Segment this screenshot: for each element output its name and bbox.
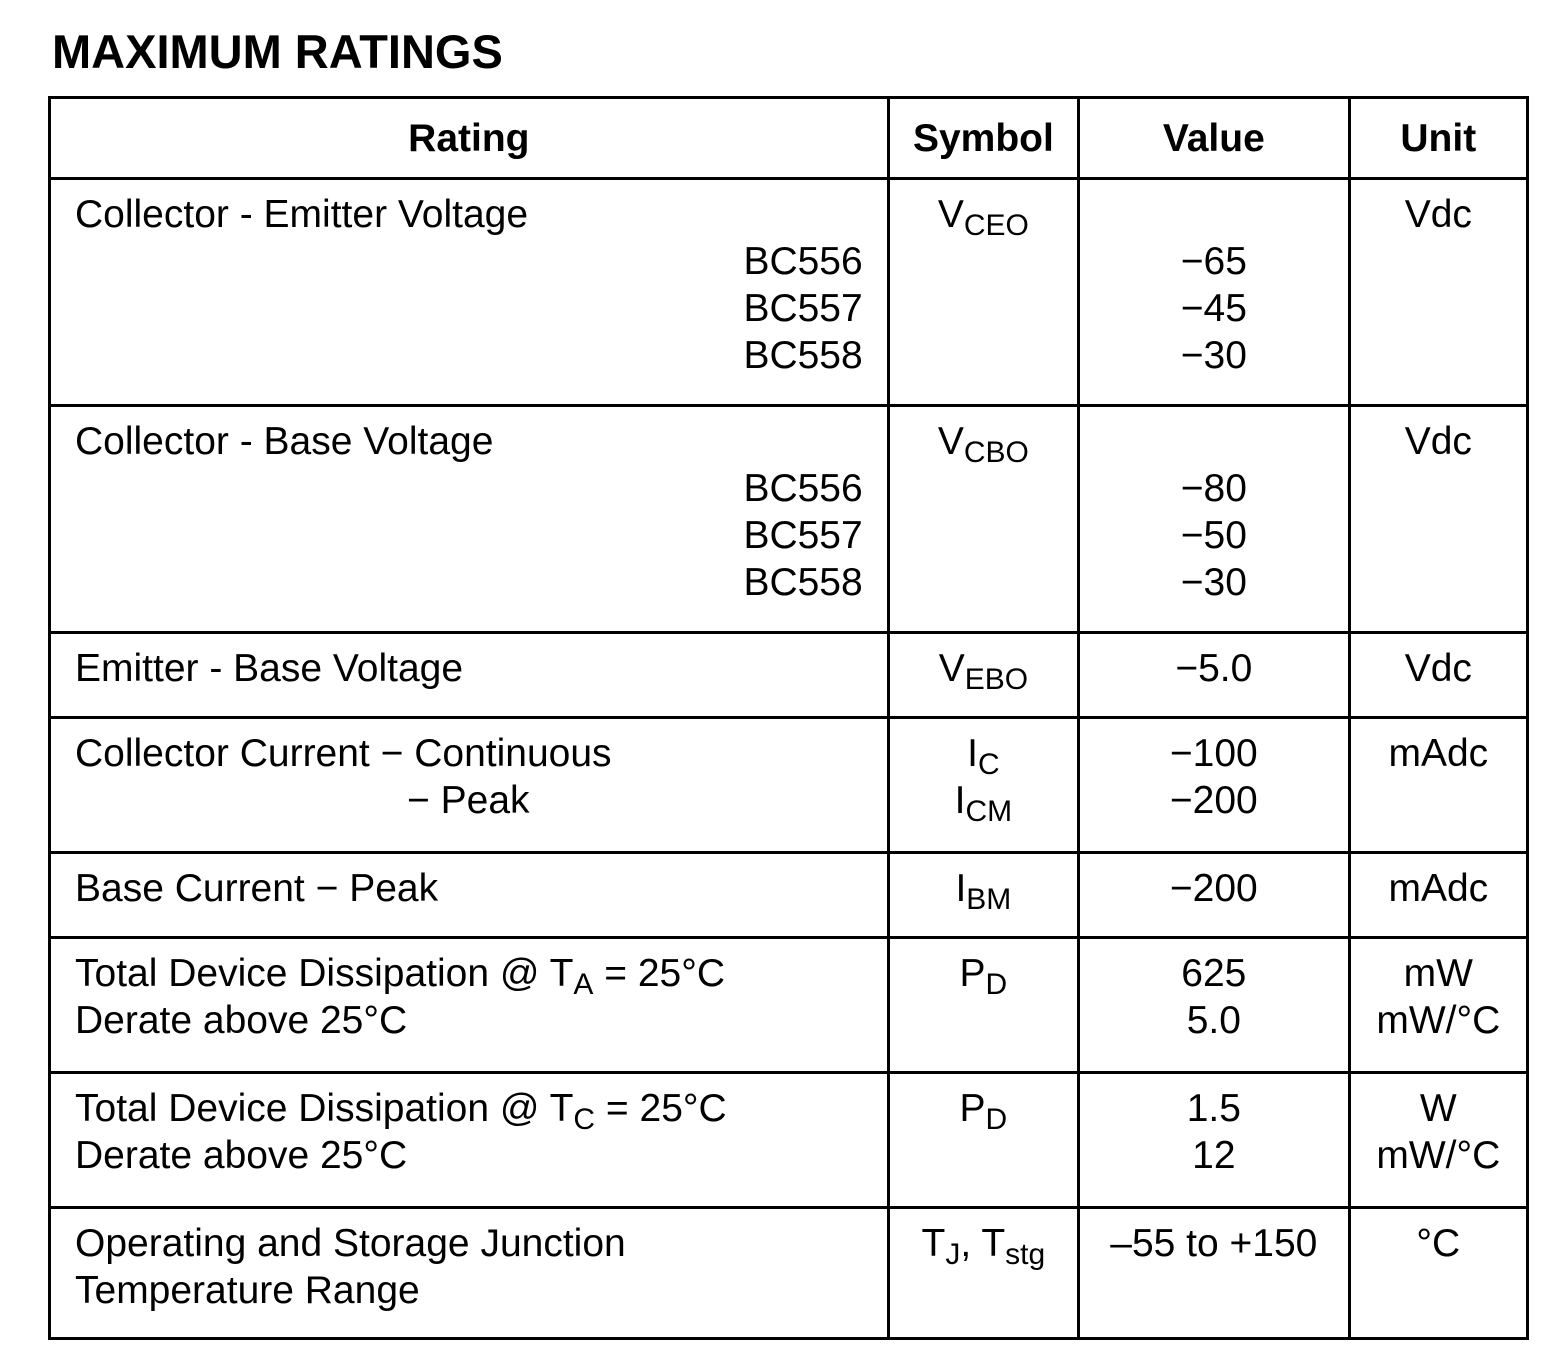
symbol-label: $I_C$ [967, 732, 1000, 781]
value-label: −5.0 [1175, 647, 1253, 690]
device-label: BC556 [743, 240, 863, 283]
value-label: −100 [1169, 732, 1258, 775]
symbol-cell [888, 179, 1078, 406]
value-cell [1079, 853, 1350, 938]
unit-cell [1349, 853, 1527, 938]
table-header-row [50, 98, 1528, 179]
rating-cell [50, 718, 889, 853]
symbol-label: $I_{CM}$ [954, 779, 1013, 828]
symbol-cell [888, 1073, 1078, 1208]
header-rating: Rating [50, 98, 889, 179]
value-cell [1079, 179, 1350, 406]
rating-cell [50, 1208, 889, 1339]
unit-cell [1349, 406, 1527, 633]
unit-label: W [1419, 1087, 1457, 1130]
symbol-cell [888, 406, 1078, 633]
table-row [50, 718, 1528, 853]
rating-cell [50, 853, 889, 938]
rating-sublabel: Derate above 25°C [75, 1134, 408, 1177]
rating-cell [50, 1073, 889, 1208]
unit-cell [1349, 1208, 1527, 1339]
rating-label: Base Current − Peak [75, 867, 439, 910]
unit-label: mW/°C [1376, 999, 1501, 1042]
value-label: 1.5 [1186, 1087, 1241, 1130]
symbol-label: $P_D$ [959, 952, 1008, 1001]
value-label: −50 [1180, 514, 1247, 557]
unit-label: mAdc [1388, 867, 1489, 910]
value-label: −200 [1169, 779, 1258, 822]
value-label: −45 [1180, 287, 1247, 330]
maximum-ratings-table [48, 96, 1529, 1340]
rating-cell [50, 406, 889, 633]
symbol-cell [888, 1208, 1078, 1339]
value-cell [1079, 938, 1350, 1073]
table-row [50, 406, 1528, 633]
rating-label: Collector - Emitter Voltage [75, 193, 529, 236]
page-title: MAXIMUM RATINGS [52, 25, 503, 78]
symbol-label: $T_J$, $T_{stg}$ [921, 1222, 1046, 1271]
symbol-label: $I_{BM}$ [955, 867, 1012, 916]
device-label: BC557 [743, 514, 863, 557]
value-label: −80 [1180, 467, 1247, 510]
header-symbol: Symbol [888, 98, 1078, 179]
rating-label: Operating and Storage Junction [75, 1222, 626, 1265]
value-cell [1079, 718, 1350, 853]
unit-label: Vdc [1404, 420, 1472, 463]
rating-cell [50, 633, 889, 718]
header-value: Value [1079, 98, 1350, 179]
device-label: BC556 [743, 467, 863, 510]
symbol-label: $V_{CBO}$ [937, 420, 1029, 469]
rating-label: Total Device Dissipation @ $T_A = 25^\circ C$ [75, 952, 726, 1001]
symbol-label: $V_{CEO}$ [937, 193, 1029, 242]
unit-label: mAdc [1388, 732, 1489, 775]
unit-label: mW/°C [1376, 1134, 1501, 1177]
unit-label: Vdc [1404, 647, 1472, 690]
value-cell [1079, 1073, 1350, 1208]
symbol-cell [888, 633, 1078, 718]
value-label: 625 [1181, 952, 1247, 995]
unit-label: °C [1416, 1222, 1461, 1265]
table-row [50, 853, 1528, 938]
value-label: −200 [1169, 867, 1258, 910]
value-label: –55 to +150 [1110, 1222, 1318, 1265]
value-cell [1079, 406, 1350, 633]
unit-cell [1349, 179, 1527, 406]
value-label: −30 [1180, 561, 1247, 604]
rating-sublabel: Derate above 25°C [75, 999, 408, 1042]
rating-label: Total Device Dissipation @ $T_C = 25^\circ C$ [75, 1087, 727, 1136]
value-label: −30 [1180, 334, 1247, 377]
unit-cell [1349, 718, 1527, 853]
rating-label: Collector Current − Continuous [75, 732, 612, 775]
value-label: 5.0 [1186, 999, 1241, 1042]
symbol-cell [888, 853, 1078, 938]
rating-sublabel: − Peak [407, 779, 530, 822]
rating-sublabel: Temperature Range [75, 1269, 420, 1312]
rating-cell [50, 938, 889, 1073]
symbol-label: $V_{EBO}$ [938, 647, 1029, 696]
value-cell [1079, 1208, 1350, 1339]
table-row [50, 633, 1528, 718]
device-label: BC558 [743, 561, 863, 604]
rating-label: Collector - Base Voltage [75, 420, 494, 463]
value-cell [1079, 633, 1350, 718]
unit-cell [1349, 633, 1527, 718]
table-row [50, 938, 1528, 1073]
unit-cell [1349, 938, 1527, 1073]
device-label: BC558 [743, 334, 863, 377]
rating-label: Emitter - Base Voltage [75, 647, 464, 690]
table-row [50, 179, 1528, 406]
symbol-cell [888, 718, 1078, 853]
rating-cell [50, 179, 889, 406]
value-label: −65 [1180, 240, 1247, 283]
table-row [50, 1073, 1528, 1208]
device-label: BC557 [743, 287, 863, 330]
unit-label: Vdc [1404, 193, 1472, 236]
symbol-cell [888, 938, 1078, 1073]
unit-label: mW [1403, 952, 1473, 995]
unit-cell [1349, 1073, 1527, 1208]
header-unit: Unit [1349, 98, 1527, 179]
value-label: 12 [1192, 1134, 1236, 1177]
table-row [50, 1208, 1528, 1339]
symbol-label: $P_D$ [959, 1087, 1008, 1136]
